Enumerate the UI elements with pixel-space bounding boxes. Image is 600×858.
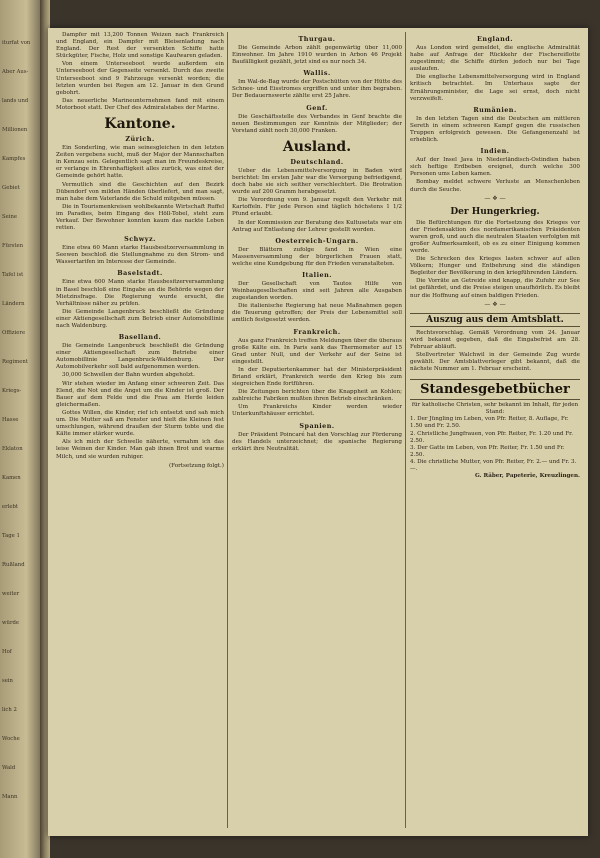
previous-page-fragment: Eklaton	[2, 446, 23, 452]
section-heading: Genf.	[306, 103, 328, 112]
paragraph: In der Kommission zur Beratung des Kultusetats war ein Antrag auf Entlastung der Lehrer gestellt worden.	[232, 219, 402, 233]
paragraph: Die Vorräte an Getreide sind knapp, die Zufuhr zur See ist gefährdet, und die Preise steigen unaufhörlich. Es bleibt nur die Hoffnung auf einen baldigen Frieden.	[410, 278, 580, 299]
paragraph: Die Schrecken des Krieges lasten schwer auf allen Völkern; Hunger und Entbehrung sind die ständigen Begleiter der Bevölkerung in den kriegführenden Ländern.	[410, 256, 580, 277]
column-3	[410, 32, 580, 832]
column-2	[232, 32, 402, 832]
section-heading: Zürich.	[125, 135, 155, 144]
previous-page-fragment: Gebiet	[2, 185, 20, 191]
paragraph: Die Zeitungen berichten über die Knappheit an Kohlen; zahlreiche Fabriken mußten ihren Betrieb einschränken.	[232, 389, 402, 403]
previous-page-fragment: Seine	[2, 214, 18, 220]
heading-england: England.	[477, 35, 513, 43]
paragraph: Die englische Lebensmittelversorgung wird in England kritisch betrachtet. Im Unterhaus sagte der Ernährungsminister, die Lage sei ernst, doch nicht verzweifelt.	[410, 74, 580, 102]
separator: — ❖ —	[484, 300, 506, 308]
feature-title: Der Hungerkrieg.	[450, 206, 540, 217]
paragraph: Aus ganz Frankreich treffen Meldungen über die überaus große Kälte ein. In Paris sank das Thermometer auf 15 Grad unter Null, und der Verkehr auf der Seine ist eingestellt.	[232, 337, 402, 365]
previous-page-fragment: lich 2	[2, 707, 17, 713]
ad-item: 4. Die christliche Mutter, von Pfr. Reiter, Fr. 2.— und Fr. 3.—.	[410, 458, 577, 473]
column-3-sections	[410, 106, 580, 194]
section-heading: Thurgau.	[298, 35, 336, 43]
ad-intro: für katholische Christen, sehr bekannt im Inhalt, für jeden Stand:	[411, 402, 579, 416]
paragraph: Das neuerliche Marineunternehmen fand mit einem Motorboot statt. Der Chef des Admiralstabes der Marine.	[56, 97, 224, 111]
paragraph: Im Wal-de-Bag wurde der Postschütten von der Hütte des Schnee- und Eisstromes ergriffen und unter ihm begraben. Der Bedauernswerte zählte erst 25 Jahre.	[232, 79, 402, 100]
paragraph: Wir stehen wieder im Anfang einer schweren Zeit. Das Elend, die Not und die Angst um die Kinder ist groß. Der Bauer auf dem Felde und die Frau am Herde leiden gleichermaßen.	[56, 380, 224, 408]
column-1-intro	[56, 32, 224, 112]
section-heading: Rumänien.	[473, 105, 517, 114]
paragraph: Gottes Willen, die Kinder, rief ich entsetzt und sah mich um. Die Mutter saß am Fenster und hielt die Kleinen fest umschlungen, während draußen der Sturm tobte und die Kälte immer stärker wurde.	[56, 409, 224, 438]
section-heading: Wallis.	[303, 69, 331, 78]
paragraph: Die italienische Regierung hat neue Maßnahmen gegen die Teuerung getroffen; der Preis der Lebensmittel soll amtlich festgesetzt werden.	[232, 303, 402, 324]
paragraph: Als ich mich der Schwelle näherte, vernahm ich das leise Weinen der Kinder. Man gab ihnen Brot und warme Milch, und sie wurden ruhiger.	[56, 439, 224, 460]
paragraph: Bombay meldet schwere Verluste an Menschenleben durch die Seuche.	[410, 179, 580, 193]
ad-item: 1. Der Jüngling im Leben, von Pfr. Reiter, 8. Auflage, Fr. 1.50 und Fr. 2.50.	[410, 416, 569, 430]
paragraph: Auf der Insel Java in Niederländisch-Ostindien haben sich heftige Erdbeben ereignet, durch welche 300 Personen ums Leben kamen.	[410, 157, 580, 178]
column-rule	[405, 32, 406, 828]
paragraph: Der Präsident Poincaré hat den Vorschlag zur Förderung des Handels unterzeichnet; die spanische Regierung erklärt ihre Neutralität.	[232, 431, 402, 452]
separator: — ❖ —	[484, 194, 506, 202]
paragraph: Ein Sonderling, wie man seinesgleichen in den letzten Zeiten vergebens sucht, muß der Major der Mannschaften in Kenzau sein. Gelegentlich sagt man im Freundeskreise, er verlange in Ehrenhaftigkeit alles zurück, was einst der Gemeinde gehört hatte.	[56, 145, 224, 180]
section-heading: Deutschland.	[290, 157, 344, 166]
paragraph: In der Deputiertenkammer hat der Ministerpräsident Briand erklärt, Frankreich werde den Krieg bis zum siegreichen Ende fortführen.	[232, 366, 402, 388]
section-heading: Baselland.	[118, 333, 162, 342]
previous-page-fragment: iturfat von	[2, 40, 31, 46]
paragraph: Die in Tourismenkreisen wohlbekannte Wirtschaft Ruffel im Paradies, beim Eingang des Höll-Tobel, steht zum Verkauf. Der Bewohner konnten kaum das nackte Leben retten.	[56, 203, 224, 232]
column-3-intro	[410, 45, 580, 103]
previous-page-fragment: Millionen	[2, 127, 28, 133]
ad-item: 3. Der Gatte im Leben, von Pfr. Reiter, Fr. 1.50 und Fr. 2.50.	[410, 444, 565, 458]
previous-page-fragment: weiter	[2, 591, 20, 597]
column-2-intro	[232, 35, 402, 135]
previous-page-fragment: Woche	[2, 736, 20, 742]
previous-page-fragment: Rußland	[2, 562, 25, 568]
newspaper-page	[48, 28, 588, 836]
previous-page-fragment: würde	[2, 620, 20, 626]
paragraph: Ueber die Lebensmittelversorgung in Baden wird berichtet: Im ersten Jahr war die Versorgung befriedigend, doch habe sie sich seither verschlechtert. Die Brotration wurde auf 200 Gramm herabgesetzt.	[232, 167, 402, 196]
paragraph: Die Gemeinde Arbon zählt gegenwärtig über 11,000 Einwohner. Im Jahre 1910 wurden in Arbon 46 Projekt Baufälligkeit gezählt, jetzt sind es nur noch 34.	[232, 45, 402, 66]
ad-vendor: G. Räber, Papeterie, Kreuzlingen.	[474, 473, 580, 480]
paragraph: Eine etwa 60 Mann starke Hausbesitzerversammlung in Seewen beschloß die Stellungnahme zu den Strom- und Wassertarifen im Interesse der Gemeinde.	[56, 245, 224, 266]
previous-page-fragment: Offiziere	[2, 330, 26, 336]
section-heading: Baselstadt.	[117, 269, 163, 278]
section-title-kantone: Kantone.	[104, 116, 176, 133]
paragraph: Eine etwa 600 Mann starke Hausbesitzerversammlung in Basel beschloß eine Eingabe an die Behörde wegen der Mietzinsfrage. Die Regierung wurde ersucht, die Verhältnisse näher zu prüfen.	[56, 279, 224, 307]
paragraph: Von einem Unterseeboot wurde außerdem ein Unterseeboot der Gegenseite versenkt. Durch das zweite Unterseeboot sind 9 Fahrzeuge versenkt worden; die letzten wurden bei Regen am 12. Januar in den Grund gebohrt.	[56, 61, 224, 96]
previous-page-fragment: Ländern	[2, 301, 25, 307]
paragraph: Die Befürchtungen für die Fortsetzung des Krieges vor der Friedensaktion des nordamerikanischen Präsidenten waren groß, und auch die neutralen Staaten verfolgten mit großer Aufmerksamkeit, ob es zu einer Einigung kommen werde.	[410, 219, 580, 254]
section-heading: Spanien.	[299, 421, 335, 430]
official-notice	[410, 330, 580, 374]
previous-page-fragment: Kamen	[2, 475, 21, 481]
paragraph: Die Gemeinde Langenbruck beschließt die Gründung einer Aktiengesellschaft zum Betriebe einer Automobillinie Langenbruck-Waldenburg. Der Automobilverkehr soll bald aufgenommen werden.	[56, 343, 224, 371]
paragraph: Der Blättern zufolge fand in Wien eine Massenversammlung der bürgerlichen Frauen statt, welche eine Kundgebung für den Frieden veranstalteten.	[232, 246, 402, 267]
paragraph: Um Frankreichs Kinder werden wieder Unterkunftshäuser errichtet.	[232, 404, 402, 418]
paragraph: Dampfer mit 13,200 Tonnen Weizen nach Frankreich und England, ein Dampfer mit Bleisenladung nach England. Der Rest der versenkten Schiffe hatte Stückgüter, Fische, Holz und sonstige Kaufwaren geladen.	[56, 32, 224, 60]
previous-page-fragment: Regiment	[2, 359, 28, 365]
paragraph: Der Gesellschaft von Tautos Hilfe von Weinbaugesellschaften sind seit Jahren alle Ausgaben zugestanden worden.	[232, 280, 402, 302]
section-heading: Oesterreich-Ungarn.	[275, 236, 359, 245]
previous-page-fragment: Mann	[2, 794, 18, 800]
notice-title: Auszug aus dem Amtsblatt.	[410, 313, 580, 327]
previous-page-fragment: Tage 1	[2, 533, 20, 539]
previous-page-fragment: Wald	[2, 765, 16, 771]
section-heading: Indien.	[480, 147, 510, 156]
paragraph: Aus London wird gemeldet, die englische Admiralität habe auf Anfrage der Rückkehr der Fischereiflotte zugestimmt; die Schiffe dürfen jedoch nur bei Tage auslaufen.	[410, 45, 580, 73]
paragraph: Die Verordnung vom 9. Januar regelt den Verkehr mit Kartoffeln. Für jede Person sind täglich höchstens 1 1/2 Pfund erlaubt.	[232, 197, 402, 218]
column-rule	[227, 32, 228, 828]
ad-items	[410, 416, 580, 473]
previous-page-edge	[0, 0, 44, 858]
previous-page-fragment: lands und	[2, 98, 29, 104]
feature-article	[410, 220, 580, 300]
previous-page-fragment: Kampfes	[2, 156, 26, 162]
previous-page-fragment: Aber Aus-	[2, 69, 29, 75]
section-title-ausland: Ausland.	[282, 138, 352, 155]
ad-title: Standesgebetbücher	[410, 379, 580, 400]
continuation-note: (Fortsetzung folgt.)	[168, 462, 224, 469]
section-heading: Frankreich.	[293, 327, 341, 336]
previous-page-fragment: Fürsten	[2, 243, 24, 249]
section-heading: Schwyz.	[124, 235, 156, 244]
previous-page-fragment: Hasse	[2, 417, 19, 423]
ad-item: 2. Christliche Jungfrauen, von Pfr. Reiter, Fr. 1.20 und Fr. 2.50.	[410, 430, 574, 444]
previous-page-fragment: Tafel ist	[2, 272, 24, 278]
previous-page-fragment: Hof	[2, 649, 12, 655]
paragraph: Die Gemeinde Langenbruck beschließt die Gründung einer Aktiengesellschaft zum Betrieb einer Automobillinie nach Waldenburg.	[56, 308, 224, 329]
paragraph: Die Geschäftsstelle des Verbandes in Genf brachte die neuen Bestimmungen zur Kenntnis der Mitglieder; der Vorstand zählt noch 30,000 Franken.	[232, 113, 402, 134]
previous-page-fragment: sein	[2, 678, 13, 684]
paragraph: In den letzten Tagen sind die Deutschen am mittleren Sereth in einem schweren Kampf gegen die russischen Truppen erfolgreich gewesen. Die Gefangenenzahl ist erheblich.	[410, 115, 580, 144]
column-2-sections	[232, 158, 402, 453]
previous-page-fragment: Kriegs-	[2, 388, 22, 394]
paragraph: Stellvertreter Walchwil in der Gemeinde Zug wurde gewählt. Der Amtsblattverleger gibt bekannt, daß die nächste Nummer am 1. Februar erscheint.	[410, 351, 580, 373]
column-1	[56, 32, 224, 832]
previous-page-fragment: erlebt	[2, 504, 19, 510]
paragraph: Rechtsvorschlag. Gemäß Verordnung vom 24. Januar wird bekannt gegeben, daß die Eingabefrist am 28. Februar abläuft.	[410, 329, 580, 350]
column-1-sections	[56, 135, 224, 461]
paragraph: Vermutlich sind die Geschichten auf den Bezirk Dübendorf von milden Händen überliefert, und man sagt, man habe dem Vaterlande die Schuld mitgeben müssen.	[56, 181, 224, 202]
paragraph: 30,000 Schwellen der Bahn wurden abgeholzt.	[62, 372, 195, 379]
section-heading: Italien.	[302, 270, 332, 279]
